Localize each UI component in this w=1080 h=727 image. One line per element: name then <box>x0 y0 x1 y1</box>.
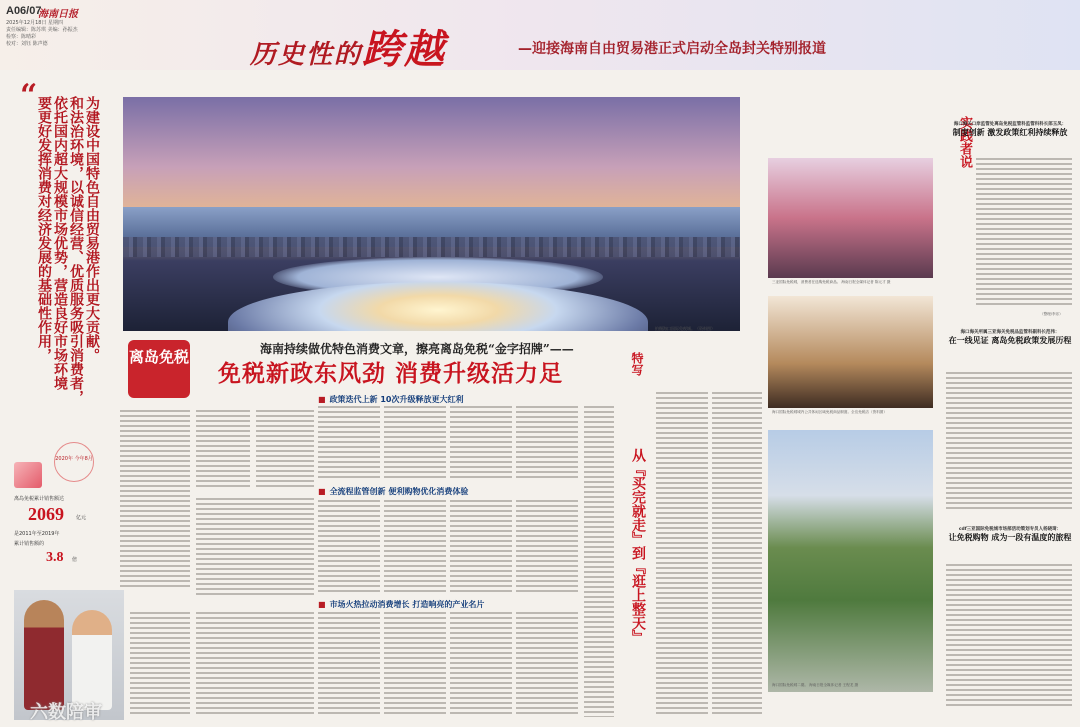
headline-kicker: 海南持续做优特色消费文章，擦亮离岛免税“金字招牌”—— <box>260 342 574 356</box>
watermark: 六数陪审 <box>30 702 102 722</box>
body-text <box>656 392 708 717</box>
shopping-bag-icon <box>14 462 42 488</box>
photo-shoppers <box>768 296 933 408</box>
feature-title: 从『买完就走』到『逛上整天』 <box>630 448 646 644</box>
interview-box <box>945 330 1075 346</box>
interview-kicker: 海口海关所属三亚海关免税品监管科副科长范伟： <box>960 330 1060 335</box>
body-text <box>976 158 1072 308</box>
stat-value: 3.8 <box>46 550 64 565</box>
body-text <box>196 498 314 598</box>
section-heading: ■ 全流程监管创新 便利购物优化消费体验 <box>318 486 468 497</box>
body-text <box>946 372 1072 510</box>
body-text <box>196 410 250 488</box>
left-quote <box>20 78 100 408</box>
section-heading: ■ 市场火热拉动消费增长 打造响亮的产业名片 <box>318 599 484 610</box>
photo-caption: 海口国际免税城二期。 海南日报全媒体记者 王程龙 摄 <box>772 683 859 687</box>
hero-photo <box>123 97 740 331</box>
masthead-meta <box>6 20 78 48</box>
section-badge: 离岛免税 <box>128 340 190 398</box>
stat-label: 累计销售额的 <box>14 541 45 547</box>
body-text <box>516 500 578 595</box>
stat-value: 2069 <box>28 504 64 524</box>
interview-head: 在一线见证 离岛免税政策发展历程 <box>948 336 1072 345</box>
stat-note: 是2011年至2019年 <box>14 531 60 537</box>
body-text <box>516 406 578 481</box>
title-prefix: 历史性的 <box>250 40 363 70</box>
body-text <box>450 612 512 717</box>
meta-line: 责任编辑：陈苏琪 美编：孙振杰 <box>6 27 78 33</box>
photo-mall-aerial <box>768 430 933 692</box>
photo-caption: 三亚国际免税城，消费者在选购免税商品。 海南日报全媒体记者 陈元才 摄 <box>772 280 891 284</box>
stat-label: 离岛免税累计销售额达 <box>14 496 65 502</box>
title-big: 跨越 <box>362 26 447 73</box>
section-heading: ■ 政策迭代上新 10次升级释放更大红利 <box>318 394 463 405</box>
headline: 免税新政东风劲 消费升级活力足 <box>218 360 564 387</box>
practice-label: 实践者说 <box>957 116 972 168</box>
body-text <box>712 392 762 717</box>
body-text <box>120 410 190 590</box>
photo-mall-interior <box>768 158 933 278</box>
meta-line: 校对：刘钰 陈声德 <box>6 41 48 47</box>
body-text <box>130 612 190 717</box>
stat-unit: 亿元 <box>76 515 87 521</box>
quote-line: 依托国内超大规模市场优势，营造良好市场环境 <box>52 96 68 390</box>
person-figure <box>72 610 112 710</box>
year-badge: 2020年 今年8月 <box>54 442 94 482</box>
body-text <box>318 500 380 595</box>
body-text <box>450 406 512 481</box>
paper-name: 海南日报 <box>38 9 78 20</box>
interview-box <box>945 527 1075 543</box>
page-title <box>250 18 446 75</box>
skyline <box>123 237 740 257</box>
feature-label: 特写 <box>630 352 644 376</box>
hero-caption: 拍摄海口国际免税城。（资料图） <box>655 326 715 331</box>
quote-line: 为建设中国特色自由贸易港作出更大贡献。 <box>84 96 100 362</box>
quote-line: 要更好发挥消费对经济发展的基础性作用， <box>36 96 52 362</box>
stat-unit: 倍 <box>72 557 78 563</box>
page-number: A06/07 <box>6 5 42 17</box>
body-text <box>384 406 446 481</box>
quote-mark: “ <box>20 78 38 113</box>
body-text <box>318 406 380 481</box>
quote-line: 和法治环境，以诚信经营、优质服务吸引消费者， <box>68 96 84 404</box>
interview-box <box>945 122 1075 138</box>
interview-kicker: 海口海关口岸监管处离岛免税监管科监管科科长郎玉凤： <box>953 122 1067 127</box>
body-text <box>384 612 446 717</box>
body-text <box>584 406 614 717</box>
masthead <box>0 0 1080 73</box>
interview-kicker: cdf三亚国际免税城市场部活动策划专员人杨晓琦： <box>958 527 1062 532</box>
interview-head: 制度创新 激发政策红利持续释放 <box>952 128 1068 137</box>
interview-head: 让免税购物 成为一段有温度的旅程 <box>948 533 1072 542</box>
page-subtitle: —迎接海南自由贸易港正式启动全岛封关特别报道 <box>518 41 826 57</box>
end-tag: （整理/李乐） <box>1040 312 1063 316</box>
body-text <box>516 612 578 717</box>
body-text <box>318 612 380 717</box>
body-text <box>946 564 1072 706</box>
body-text <box>196 612 314 717</box>
meta-line: 检察：陈晴彩 <box>6 34 37 40</box>
person-figure <box>24 600 64 710</box>
body-text <box>256 410 314 488</box>
body-text <box>450 500 512 595</box>
mall-building <box>228 282 648 331</box>
body-text <box>384 500 446 595</box>
meta-line: 2025年12月18日 星期四 <box>6 20 64 26</box>
photo-caption: 海口国际免税城城内公共休闲区域免税商品橱窗。全岛免税店（资料图） <box>772 410 887 414</box>
